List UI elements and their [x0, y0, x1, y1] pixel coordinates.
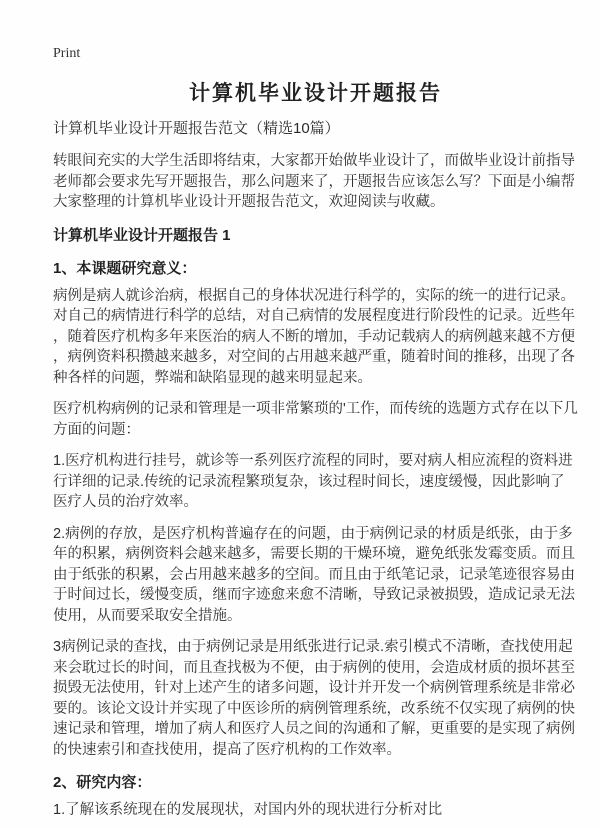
significance-problem-item-1: 1.医疗机构进行挂号，就诊等一系列医疗流程的同时，要对病人相应流程的资料进行详细的记录.传统的记录流程繁琐复杂，该过程时间长，速度缓慢，因此影响了医疗人员的治疗效率。	[53, 453, 573, 510]
significance-problem-item-2: 2.病例的存放，是医疗机构普遍存在的问题，由于病例记录的材质是纸张，由于多年的积累，病例资料会越来越多，需要长期的干燥环境，避免纸张发霉变质。而且由于纸张的积累，会占用越来越多的空间。而且由于纸笔记录，记录笔迹很容易由于时间过长，缓慢变质，继而字迹愈来愈不清晰，导致记录被损毁，造成记录无法使用，从而要采取安全措施。	[53, 525, 575, 624]
intro-paragraph: 转眼间充实的大学生活即将结束，大家都开始做毕业设计了，而做毕业设计前指导老师都会要求先写开题报告，那么问题来了，开题报告应该怎么写？下面是小编帮大家整理的计算机毕业设计开题报告范文，欢迎阅读与收藏。	[53, 153, 575, 210]
significance-paragraph-problems-intro: 医疗机构病例的记录和管理是一项非常繁琐的'工作，而传统的选题方式存在以下几方面的问题：	[53, 401, 578, 438]
subsection-heading-research-significance: 1、本课题研究意义：	[53, 259, 197, 277]
research-content-item-1: 1.了解该系统现在的发展现状，对国内外的现状进行分析对比	[53, 802, 443, 818]
subsection-heading-research-content: 2、研究内容：	[53, 774, 152, 791]
significance-paragraph-overview: 病例是病人就诊治病，根据自己的身体状况进行科学的，实际的统一的进行记录。对自己的病情进行科学的总结，对自己病情的发展程度进行阶段性的记录。近些年，随着医疗机构多年来医治的病人不断的增加，手动记载病人的病例越来越不方便，病例资料积攒越来越多，对空间的占用越来越严重，随着时间的推移，出现了各种各样的问题，弊端和缺陷显现的越来明显起来。	[53, 287, 575, 386]
section-heading-report-1: 计算机毕业设计开题报告 1	[53, 226, 231, 244]
print-button[interactable]: Print	[53, 46, 81, 61]
significance-problem-item-3: 3病例记录的查找，由于病例记录是用纸张进行记录.索引模式不清晰，查找使用起来会耽过长的时间，而且查找极为不便，由于病例的使用，会造成材质的损坏甚至损毁无法使用，针对上述产生的诸多问题，设计并开发一个病例管理系统是非常必要的。该论文设计并实现了中医诊所的病例管理系统，改系统不仅实现了病例的快速记录和管理，增加了病人和医疗人员之间的沟通和了解，更重要的是实现了病例的快速索引和查找使用，提高了医疗机构的工作效率。	[53, 639, 575, 758]
page-title: 计算机毕业设计开题报告	[189, 82, 442, 105]
page-subtitle: 计算机毕业设计开题报告范文（精选10篇）	[53, 120, 340, 137]
